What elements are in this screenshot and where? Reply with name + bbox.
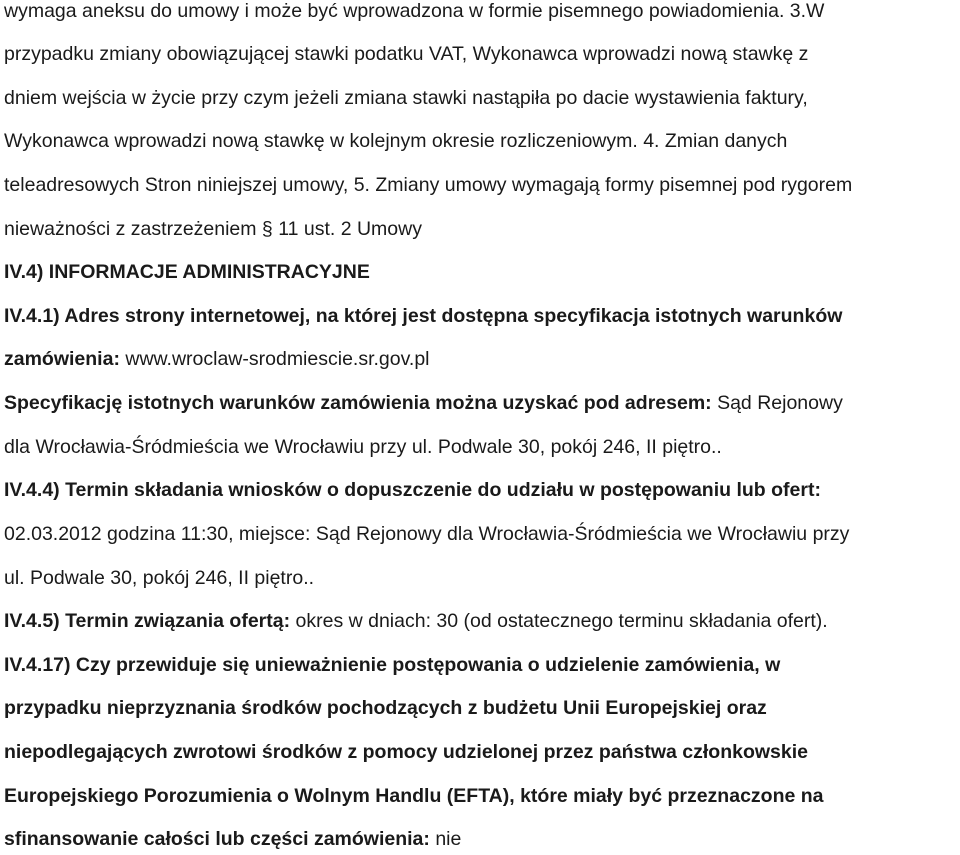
annulment-answer-line xyxy=(4,827,461,851)
text-line: dla Wrocławia-Śródmieścia we Wrocławiu przy ul. Podwale 30, pokój 246, II piętro.. xyxy=(4,436,722,458)
website-url: www.wroclaw-srodmiescie.sr.gov.pl xyxy=(119,348,430,370)
text-line: przypadku nieprzyznania środków pochodzących z budżetu Unii Europejskiej oraz xyxy=(4,697,767,719)
field-label: Specyfikację istotnych warunków zamówienia można uzyskać pod adresem: xyxy=(4,392,712,414)
field-label: zamówienia: xyxy=(4,348,120,370)
text-line: 02.03.2012 godzina 11:30, miejsce: Sąd Rejonowy dla Wrocławia-Śródmieścia we Wrocławiu przy xyxy=(4,523,850,545)
field-value: nie xyxy=(429,828,462,850)
spec-address-line xyxy=(4,391,843,415)
section-heading: IV.4) INFORMACJE ADMINISTRACYJNE xyxy=(4,261,370,283)
section-deadline-title: IV.4.4) Termin składania wniosków o dopuszczenie do udziału w postępowaniu lub ofert: xyxy=(4,479,821,501)
offer-validity-line xyxy=(4,609,828,633)
text-line: Wykonawca wprowadzi nową stawkę w kolejnym okresie rozliczeniowym. 4. Zmian danych xyxy=(4,130,788,152)
text-line: ul. Podwale 30, pokój 246, II piętro.. xyxy=(4,567,315,589)
field-value: okres w dniach: 30 (od ostatecznego terminu składania ofert). xyxy=(290,610,828,632)
text-line: teleadresowych Stron niniejszej umowy, 5. Zmiany umowy wymagają formy pisemnej pod rygorem xyxy=(4,174,853,196)
text-line: nieważności z zastrzeżeniem § 11 ust. 2 Umowy xyxy=(4,218,422,240)
text-line: dniem wejścia w życie przy czym jeżeli zmiana stawki nastąpiła po dacie wystawienia faktury, xyxy=(4,87,808,109)
field-label: sfinansowanie całości lub części zamówienia: xyxy=(4,828,430,850)
text-line: Europejskiego Porozumienia o Wolnym Handlu (EFTA), które miały być przeznaczone na xyxy=(4,785,824,807)
text-line: niepodlegających zwrotowi środków z pomocy udzielonej przez państwa członkowskie xyxy=(4,741,808,763)
section-website-line xyxy=(4,347,430,371)
text-line: wymaga aneksu do umowy i może być wprowadzona w formie pisemnego powiadomienia. 3.W xyxy=(4,0,825,22)
text-line: przypadku zmiany obowiązującej stawki podatku VAT, Wykonawca wprowadzi nową stawkę z xyxy=(4,43,809,65)
field-value: Sąd Rejonowy xyxy=(711,392,843,414)
section-website-title: IV.4.1) Adres strony internetowej, na której jest dostępna specyfikacja istotnych warunków xyxy=(4,305,843,327)
field-label: IV.4.5) Termin związania ofertą: xyxy=(4,610,291,632)
section-annulment-title: IV.4.17) Czy przewiduje się unieważnienie postępowania o udzielenie zamówienia, w xyxy=(4,654,781,676)
